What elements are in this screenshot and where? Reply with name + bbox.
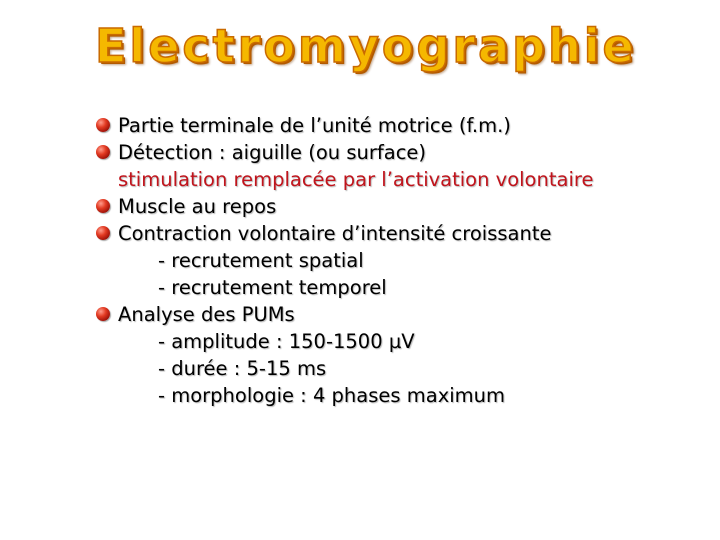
bullet-icon <box>96 145 110 159</box>
bullet-icon <box>96 118 110 132</box>
bullet-icon <box>96 226 110 240</box>
bullet-list <box>96 112 706 409</box>
bullet-icon <box>96 199 110 213</box>
bullet-text: Muscle au repos <box>118 195 277 218</box>
sub-item: - durée : 5-15 ms <box>158 357 327 380</box>
bullet-text: Analyse des PUMs <box>118 303 295 326</box>
sub-item: - morphologie : 4 phases maximum <box>158 384 506 407</box>
bullet-text: Partie terminale de l’unité motrice (f.m.) <box>118 114 511 137</box>
sub-item: - amplitude : 150-1500 µV <box>158 330 415 353</box>
bullet-item <box>96 112 706 139</box>
bullet-item <box>96 139 706 193</box>
sub-item: - recrutement spatial <box>158 249 364 272</box>
bullet-item <box>96 193 706 220</box>
bullet-item <box>96 301 706 409</box>
bullet-text: Détection : aiguille (ou surface) <box>118 141 427 164</box>
slide-title: Electromyographie <box>95 19 637 73</box>
bullet-text: Contraction volontaire d’intensité croissante <box>118 222 552 245</box>
bullet-icon <box>96 307 110 321</box>
bullet-highlight-text: stimulation remplacée par l’activation volontaire <box>118 168 594 191</box>
sub-item: - recrutement temporel <box>158 276 387 299</box>
bullet-item <box>96 220 706 301</box>
